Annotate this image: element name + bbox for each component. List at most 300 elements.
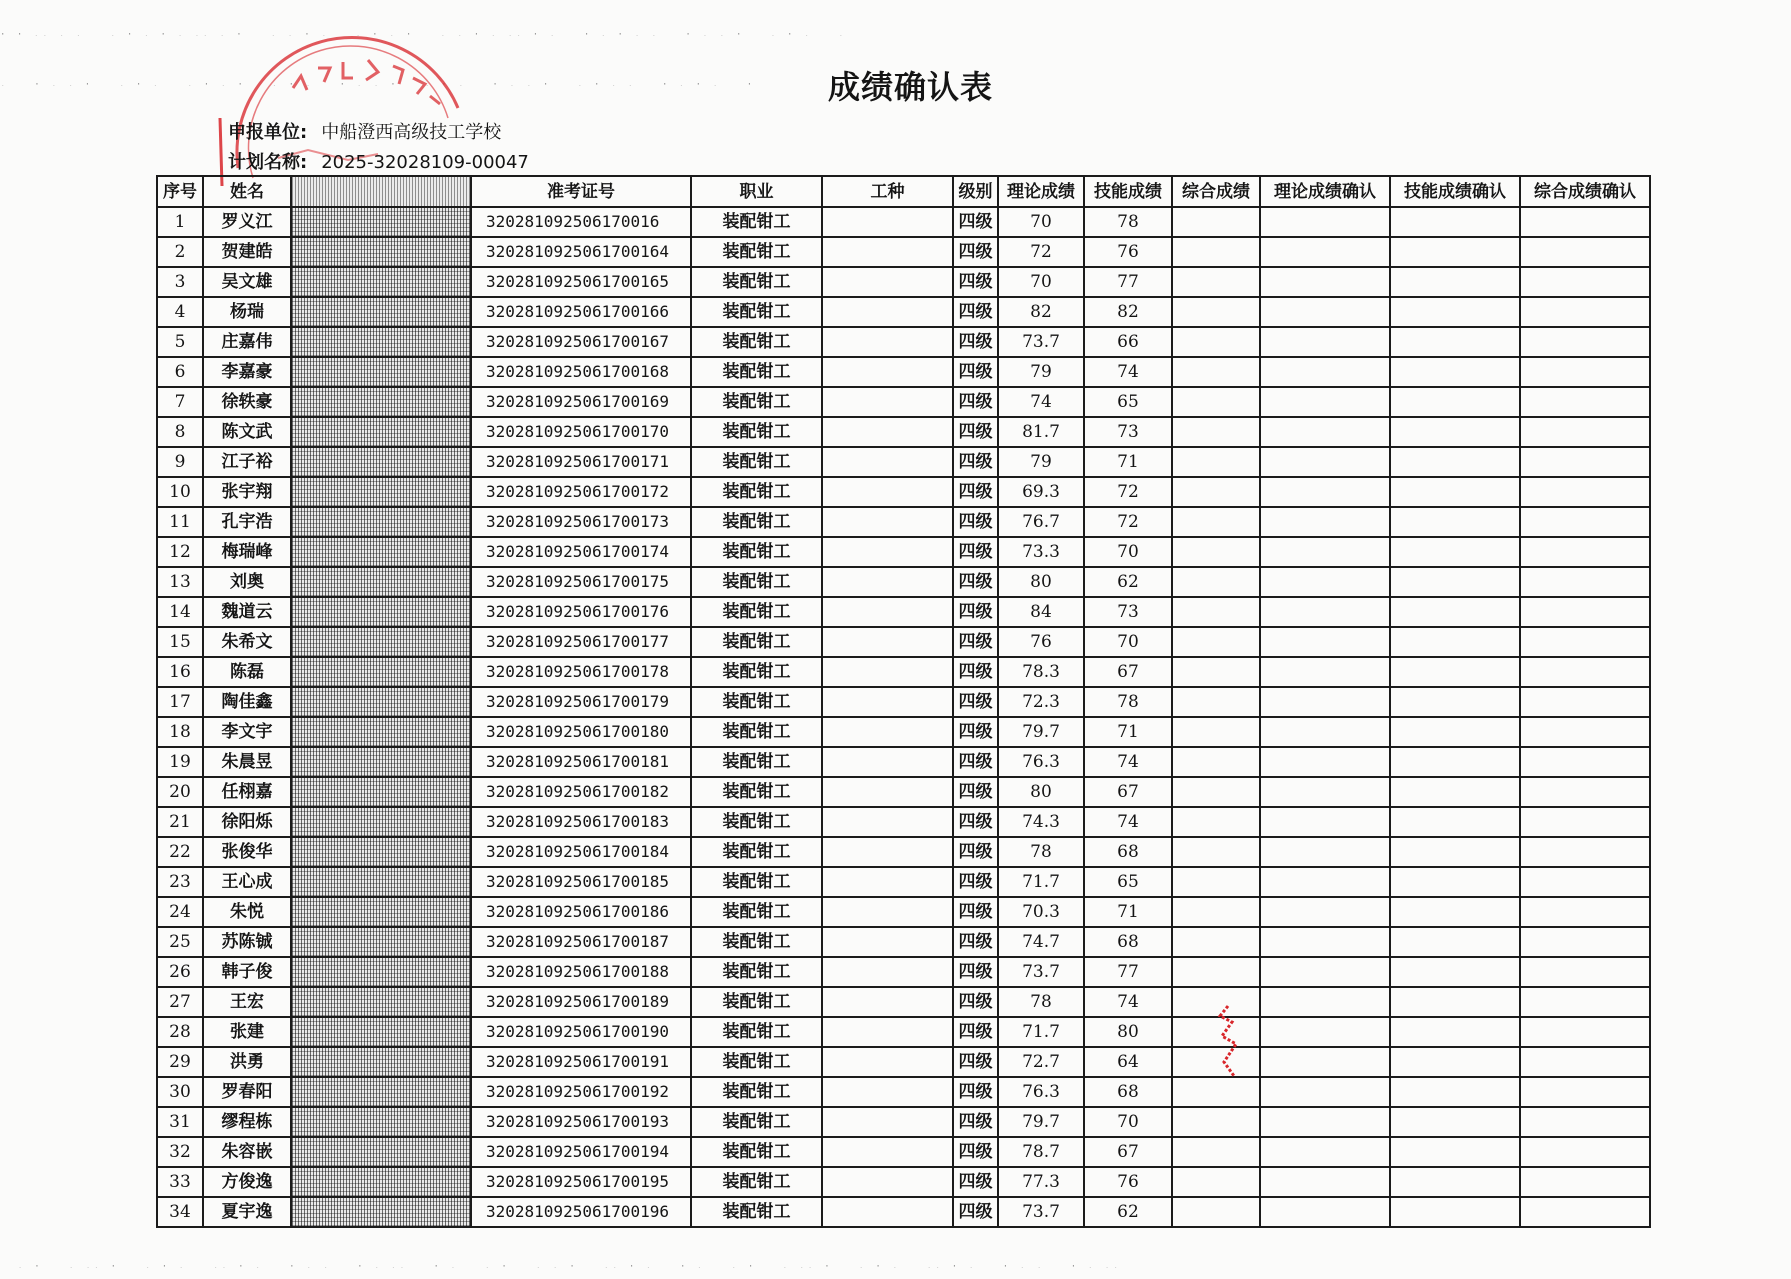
cell-theory: 82 <box>998 297 1084 327</box>
cell-level: 四级 <box>953 807 998 837</box>
table-row <box>157 237 1650 267</box>
cell-name: 朱悦 <box>203 897 291 927</box>
cell-occupation: 装配钳工 <box>691 417 822 447</box>
cell-trade <box>822 1167 953 1197</box>
cell-skill-confirm <box>1390 927 1520 957</box>
cell-theory-confirm <box>1260 1017 1390 1047</box>
cell-redacted <box>291 357 471 387</box>
table-row <box>157 987 1650 1017</box>
cell-redacted <box>291 597 471 627</box>
cell-ticket: 3202810925061700174 <box>471 537 691 567</box>
cell-no: 24 <box>157 897 203 927</box>
cell-level: 四级 <box>953 897 998 927</box>
cell-skill-confirm <box>1390 477 1520 507</box>
plan-name-value: 2025-32028109-00047 <box>321 152 529 173</box>
cell-ticket: 3202810925061700181 <box>471 747 691 777</box>
cell-level: 四级 <box>953 387 998 417</box>
cell-level: 四级 <box>953 597 998 627</box>
cell-overall <box>1172 957 1260 987</box>
cell-skill: 64 <box>1084 1047 1172 1077</box>
cell-theory-confirm <box>1260 957 1390 987</box>
cell-skill-confirm <box>1390 687 1520 717</box>
cell-occupation: 装配钳工 <box>691 777 822 807</box>
table-row <box>157 687 1650 717</box>
cell-occupation: 装配钳工 <box>691 807 822 837</box>
cell-redacted <box>291 1077 471 1107</box>
cell-skill: 67 <box>1084 1137 1172 1167</box>
cell-occupation: 装配钳工 <box>691 537 822 567</box>
cell-name: 徐轶豪 <box>203 387 291 417</box>
cell-ticket: 3202810925061700179 <box>471 687 691 717</box>
cell-occupation: 装配钳工 <box>691 1077 822 1107</box>
table-row <box>157 1017 1650 1047</box>
scan-noise-top2: . ‥ · . . · ‥ . · . ‥ . · . · ‥ . · . ‥ · . . · ‥ . · . ‥ · . . · ‥ . · . . ‥ · . · . ‥ · <box>0 80 756 86</box>
cell-no: 14 <box>157 597 203 627</box>
cell-trade <box>822 957 953 987</box>
cell-trade <box>822 297 953 327</box>
cell-theory-confirm <box>1260 327 1390 357</box>
cell-ticket: 3202810925061700189 <box>471 987 691 1017</box>
cell-theory: 80 <box>998 777 1084 807</box>
table-row <box>157 327 1650 357</box>
cell-no: 12 <box>157 537 203 567</box>
cell-trade <box>822 987 953 1017</box>
cell-skill-confirm <box>1390 447 1520 477</box>
cell-occupation: 装配钳工 <box>691 1197 822 1227</box>
cell-trade <box>822 537 953 567</box>
cell-skill-confirm <box>1390 1047 1520 1077</box>
cell-overall <box>1172 837 1260 867</box>
cell-theory-confirm <box>1260 207 1390 237</box>
cell-no: 9 <box>157 447 203 477</box>
cell-no: 22 <box>157 837 203 867</box>
cell-level: 四级 <box>953 267 998 297</box>
cell-skill-confirm <box>1390 417 1520 447</box>
cell-skill: 71 <box>1084 897 1172 927</box>
cell-theory-confirm <box>1260 237 1390 267</box>
cell-overall <box>1172 627 1260 657</box>
cell-name: 缪程栋 <box>203 1107 291 1137</box>
scan-noise-top: · · .. . . ‥ . · . · . .. . · ‥ . . · . ‥ . · . · ‥ . . · . .. · . ‥ · . · . . ‥ · . . · ‥ . · . ‥ . <box>0 30 847 36</box>
cell-overall-confirm <box>1520 747 1650 777</box>
cell-redacted <box>291 987 471 1017</box>
cell-skill-confirm <box>1390 957 1520 987</box>
cell-skill: 73 <box>1084 417 1172 447</box>
cell-overall-confirm <box>1520 1197 1650 1227</box>
cell-redacted <box>291 717 471 747</box>
cell-no: 23 <box>157 867 203 897</box>
col-header-level: 级别 <box>953 176 998 207</box>
cell-theory-confirm <box>1260 1167 1390 1197</box>
cell-skill: 74 <box>1084 357 1172 387</box>
cell-no: 5 <box>157 327 203 357</box>
cell-skill-confirm <box>1390 387 1520 417</box>
cell-theory: 81.7 <box>998 417 1084 447</box>
cell-no: 29 <box>157 1047 203 1077</box>
cell-name: 梅瑞峰 <box>203 537 291 567</box>
cell-occupation: 装配钳工 <box>691 987 822 1017</box>
cell-ticket: 3202810925061700167 <box>471 327 691 357</box>
cell-trade <box>822 777 953 807</box>
cell-ticket: 3202810925061700184 <box>471 837 691 867</box>
table-row <box>157 867 1650 897</box>
cell-theory-confirm <box>1260 537 1390 567</box>
cell-theory-confirm <box>1260 657 1390 687</box>
cell-overall <box>1172 387 1260 417</box>
cell-overall <box>1172 777 1260 807</box>
cell-redacted <box>291 807 471 837</box>
cell-redacted <box>291 957 471 987</box>
cell-name: 吴文雄 <box>203 267 291 297</box>
cell-overall <box>1172 477 1260 507</box>
plan-name-label: 计划名称: <box>228 152 308 173</box>
table-row <box>157 477 1650 507</box>
cell-theory: 74.3 <box>998 807 1084 837</box>
cell-theory-confirm <box>1260 597 1390 627</box>
cell-skill: 76 <box>1084 1167 1172 1197</box>
cell-overall <box>1172 237 1260 267</box>
table-row <box>157 1167 1650 1197</box>
cell-redacted <box>291 867 471 897</box>
cell-ticket: 3202810925061700165 <box>471 267 691 297</box>
cell-theory: 78.3 <box>998 657 1084 687</box>
col-header-no: 序号 <box>157 176 203 207</box>
cell-occupation: 装配钳工 <box>691 687 822 717</box>
cell-skill: 65 <box>1084 387 1172 417</box>
cell-skill: 77 <box>1084 267 1172 297</box>
cell-level: 四级 <box>953 987 998 1017</box>
cell-skill-confirm <box>1390 567 1520 597</box>
cell-name: 王宏 <box>203 987 291 1017</box>
cell-trade <box>822 867 953 897</box>
cell-redacted <box>291 627 471 657</box>
cell-theory: 79 <box>998 357 1084 387</box>
cell-no: 3 <box>157 267 203 297</box>
cell-redacted <box>291 297 471 327</box>
cell-skill: 72 <box>1084 507 1172 537</box>
declaring-unit-label: 申报单位: <box>228 122 308 143</box>
cell-theory-confirm <box>1260 1137 1390 1167</box>
cell-skill: 68 <box>1084 1077 1172 1107</box>
cell-overall <box>1172 807 1260 837</box>
cell-level: 四级 <box>953 777 998 807</box>
cell-no: 32 <box>157 1137 203 1167</box>
cell-overall <box>1172 987 1260 1017</box>
cell-occupation: 装配钳工 <box>691 1047 822 1077</box>
cell-skill-confirm <box>1390 267 1520 297</box>
cell-overall <box>1172 897 1260 927</box>
col-header-theory-confirm: 理论成绩确认 <box>1260 176 1390 207</box>
cell-ticket: 3202810925061700186 <box>471 897 691 927</box>
cell-theory-confirm <box>1260 717 1390 747</box>
table-row <box>157 447 1650 477</box>
table-row <box>157 1197 1650 1227</box>
cell-skill-confirm <box>1390 1017 1520 1047</box>
cell-name: 李文宇 <box>203 717 291 747</box>
cell-level: 四级 <box>953 957 998 987</box>
cell-skill-confirm <box>1390 987 1520 1017</box>
cell-occupation: 装配钳工 <box>691 327 822 357</box>
cell-trade <box>822 747 953 777</box>
cell-skill: 78 <box>1084 687 1172 717</box>
cell-trade <box>822 1047 953 1077</box>
cell-level: 四级 <box>953 927 998 957</box>
cell-name: 孔宇浩 <box>203 507 291 537</box>
table-row <box>157 1107 1650 1137</box>
cell-overall-confirm <box>1520 327 1650 357</box>
cell-occupation: 装配钳工 <box>691 627 822 657</box>
cell-skill: 73 <box>1084 597 1172 627</box>
cell-occupation: 装配钳工 <box>691 567 822 597</box>
cell-overall <box>1172 1137 1260 1167</box>
cell-overall-confirm <box>1520 1047 1650 1077</box>
score-table-container <box>156 175 1651 1228</box>
cell-redacted <box>291 1047 471 1077</box>
table-row <box>157 777 1650 807</box>
cell-no: 13 <box>157 567 203 597</box>
cell-redacted <box>291 267 471 297</box>
cell-ticket: 3202810925061700190 <box>471 1017 691 1047</box>
cell-theory: 84 <box>998 597 1084 627</box>
cell-name: 徐阳烁 <box>203 807 291 837</box>
cell-skill-confirm <box>1390 657 1520 687</box>
cell-trade <box>822 1137 953 1167</box>
cell-overall-confirm <box>1520 387 1650 417</box>
cell-theory-confirm <box>1260 387 1390 417</box>
cell-redacted <box>291 417 471 447</box>
cell-redacted <box>291 447 471 477</box>
cell-level: 四级 <box>953 717 998 747</box>
cell-overall <box>1172 1017 1260 1047</box>
cell-occupation: 装配钳工 <box>691 747 822 777</box>
cell-theory-confirm <box>1260 747 1390 777</box>
cell-skill: 82 <box>1084 297 1172 327</box>
cell-skill: 74 <box>1084 987 1172 1017</box>
cell-occupation: 装配钳工 <box>691 657 822 687</box>
cell-skill: 72 <box>1084 477 1172 507</box>
cell-skill: 70 <box>1084 1107 1172 1137</box>
cell-theory-confirm <box>1260 507 1390 537</box>
cell-occupation: 装配钳工 <box>691 927 822 957</box>
cell-skill-confirm <box>1390 297 1520 327</box>
cell-name: 贺建皓 <box>203 237 291 267</box>
cell-theory-confirm <box>1260 1047 1390 1077</box>
cell-name: 李嘉豪 <box>203 357 291 387</box>
cell-occupation: 装配钳工 <box>691 597 822 627</box>
cell-theory: 73.3 <box>998 537 1084 567</box>
table-row <box>157 957 1650 987</box>
cell-ticket: 3202810925061700176 <box>471 597 691 627</box>
col-header-occupation: 职业 <box>691 176 822 207</box>
cell-overall-confirm <box>1520 537 1650 567</box>
table-header-row <box>157 176 1650 207</box>
cell-overall-confirm <box>1520 1077 1650 1107</box>
cell-name: 杨瑞 <box>203 297 291 327</box>
cell-trade <box>822 477 953 507</box>
cell-no: 18 <box>157 717 203 747</box>
cell-overall-confirm <box>1520 207 1650 237</box>
cell-ticket: 3202810925061700178 <box>471 657 691 687</box>
cell-trade <box>822 1107 953 1137</box>
cell-name: 张建 <box>203 1017 291 1047</box>
cell-occupation: 装配钳工 <box>691 447 822 477</box>
cell-skill: 78 <box>1084 207 1172 237</box>
cell-occupation: 装配钳工 <box>691 297 822 327</box>
cell-overall-confirm <box>1520 1017 1650 1047</box>
cell-name: 张宇翔 <box>203 477 291 507</box>
cell-trade <box>822 897 953 927</box>
cell-trade <box>822 357 953 387</box>
cell-ticket: 3202810925061700183 <box>471 807 691 837</box>
cell-theory: 69.3 <box>998 477 1084 507</box>
cell-skill: 67 <box>1084 657 1172 687</box>
cell-skill-confirm <box>1390 507 1520 537</box>
cell-no: 27 <box>157 987 203 1017</box>
cell-redacted <box>291 687 471 717</box>
cell-overall-confirm <box>1520 927 1650 957</box>
cell-trade <box>822 1017 953 1047</box>
cell-skill: 68 <box>1084 927 1172 957</box>
cell-occupation: 装配钳工 <box>691 1017 822 1047</box>
col-header-theory: 理论成绩 <box>998 176 1084 207</box>
cell-skill: 68 <box>1084 837 1172 867</box>
cell-redacted <box>291 477 471 507</box>
table-row <box>157 717 1650 747</box>
cell-overall <box>1172 537 1260 567</box>
cell-theory: 76 <box>998 627 1084 657</box>
cell-theory: 70 <box>998 207 1084 237</box>
cell-theory-confirm <box>1260 447 1390 477</box>
cell-name: 王心成 <box>203 867 291 897</box>
table-row <box>157 537 1650 567</box>
cell-ticket: 3202810925061700196 <box>471 1197 691 1227</box>
cell-theory: 79 <box>998 447 1084 477</box>
cell-ticket: 3202810925061700169 <box>471 387 691 417</box>
cell-overall-confirm <box>1520 357 1650 387</box>
cell-theory: 76.7 <box>998 507 1084 537</box>
cell-name: 陶佳鑫 <box>203 687 291 717</box>
cell-theory: 76.3 <box>998 1077 1084 1107</box>
cell-theory: 73.7 <box>998 957 1084 987</box>
cell-level: 四级 <box>953 1077 998 1107</box>
cell-redacted <box>291 387 471 417</box>
cell-overall-confirm <box>1520 1107 1650 1137</box>
cell-no: 31 <box>157 1107 203 1137</box>
cell-ticket: 3202810925061700187 <box>471 927 691 957</box>
cell-level: 四级 <box>953 537 998 567</box>
cell-trade <box>822 597 953 627</box>
cell-no: 11 <box>157 507 203 537</box>
cell-ticket: 3202810925061700180 <box>471 717 691 747</box>
cell-theory: 73.7 <box>998 1197 1084 1227</box>
cell-no: 21 <box>157 807 203 837</box>
cell-overall <box>1172 447 1260 477</box>
cell-name: 方俊逸 <box>203 1167 291 1197</box>
cell-name: 陈磊 <box>203 657 291 687</box>
cell-ticket: 3202810925061700194 <box>471 1137 691 1167</box>
cell-ticket: 3202810925061700188 <box>471 957 691 987</box>
cell-name: 陈文武 <box>203 417 291 447</box>
table-row <box>157 807 1650 837</box>
cell-skill: 65 <box>1084 867 1172 897</box>
cell-occupation: 装配钳工 <box>691 237 822 267</box>
cell-ticket: 3202810925061700168 <box>471 357 691 387</box>
cell-theory-confirm <box>1260 1077 1390 1107</box>
cell-no: 1 <box>157 207 203 237</box>
table-row <box>157 357 1650 387</box>
cell-skill: 77 <box>1084 957 1172 987</box>
cell-level: 四级 <box>953 1017 998 1047</box>
cell-redacted <box>291 657 471 687</box>
cell-level: 四级 <box>953 297 998 327</box>
cell-occupation: 装配钳工 <box>691 897 822 927</box>
cell-theory-confirm <box>1260 837 1390 867</box>
cell-overall-confirm <box>1520 987 1650 1017</box>
cell-overall-confirm <box>1520 657 1650 687</box>
cell-overall <box>1172 1197 1260 1227</box>
cell-no: 25 <box>157 927 203 957</box>
cell-skill-confirm <box>1390 1137 1520 1167</box>
cell-theory-confirm <box>1260 627 1390 657</box>
cell-skill-confirm <box>1390 837 1520 867</box>
cell-redacted <box>291 897 471 927</box>
cell-theory-confirm <box>1260 1197 1390 1227</box>
cell-overall-confirm <box>1520 267 1650 297</box>
cell-name: 苏陈铖 <box>203 927 291 957</box>
cell-theory: 74 <box>998 387 1084 417</box>
cell-overall <box>1172 297 1260 327</box>
cell-level: 四级 <box>953 1167 998 1197</box>
cell-overall <box>1172 867 1260 897</box>
cell-name: 朱容嵌 <box>203 1137 291 1167</box>
cell-skill-confirm <box>1390 717 1520 747</box>
cell-trade <box>822 207 953 237</box>
table-row <box>157 927 1650 957</box>
cell-trade <box>822 387 953 417</box>
cell-skill-confirm <box>1390 597 1520 627</box>
cell-overall-confirm <box>1520 507 1650 537</box>
cell-occupation: 装配钳工 <box>691 207 822 237</box>
cell-redacted <box>291 1017 471 1047</box>
cell-name: 罗春阳 <box>203 1077 291 1107</box>
cell-overall <box>1172 567 1260 597</box>
cell-overall-confirm <box>1520 807 1650 837</box>
scan-noise-bottom: ‥ . · ‥ . .. · ‥ . · . ‥ .. · . ‥ · . . ‥ · . .. ‥ · . ‥ . · ‥ . . · ‥ .. · . ‥ · . ‥ . · ‥ . .. · ‥ . · . ‥ .. · . ‥ · . . ‥ · . .. ‥ <box>0 1262 1139 1268</box>
cell-skill-confirm <box>1390 1107 1520 1137</box>
cell-level: 四级 <box>953 747 998 777</box>
cell-ticket: 3202810925061700175 <box>471 567 691 597</box>
table-row <box>157 597 1650 627</box>
cell-theory: 80 <box>998 567 1084 597</box>
cell-skill-confirm <box>1390 627 1520 657</box>
cell-name: 庄嘉伟 <box>203 327 291 357</box>
cell-theory: 79.7 <box>998 1107 1084 1137</box>
cell-skill: 71 <box>1084 717 1172 747</box>
cell-trade <box>822 507 953 537</box>
cell-theory-confirm <box>1260 267 1390 297</box>
cell-theory: 72.7 <box>998 1047 1084 1077</box>
cell-skill-confirm <box>1390 747 1520 777</box>
table-row <box>157 1047 1650 1077</box>
cell-skill-confirm <box>1390 1197 1520 1227</box>
cell-redacted <box>291 1197 471 1227</box>
cell-trade <box>822 927 953 957</box>
cell-overall-confirm <box>1520 597 1650 627</box>
cell-skill-confirm <box>1390 897 1520 927</box>
cell-trade <box>822 657 953 687</box>
cell-overall <box>1172 327 1260 357</box>
cell-skill: 62 <box>1084 567 1172 597</box>
